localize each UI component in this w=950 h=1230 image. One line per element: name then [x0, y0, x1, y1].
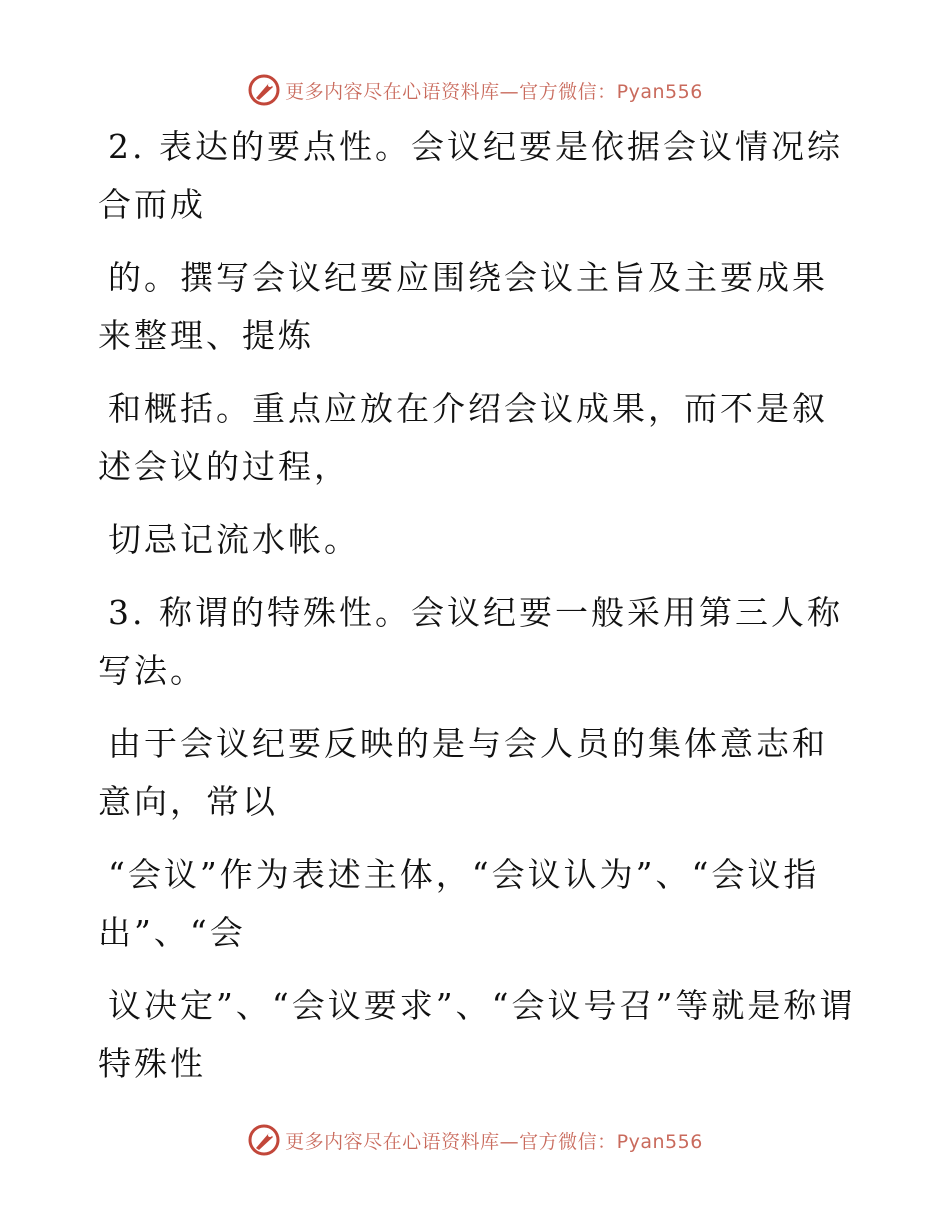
- paragraph: “会议”作为表述主体，“会议认为”、“会议指出”、“会: [98, 855, 820, 952]
- paragraph: 议决定”、“会议要求”、“会议号召”等就是称谓特殊性: [98, 986, 856, 1083]
- watermark-text: 更多内容尽在心语资料库—官方微信：Pyan556: [285, 80, 703, 103]
- document-body: [98, 118, 858, 1108]
- paragraph: 2. 表达的要点性。会议纪要是依据会议情况综合而成: [98, 127, 843, 224]
- watermark-text: 更多内容尽在心语资料库—官方微信：Pyan556: [285, 1130, 703, 1153]
- paragraph: 由于会议纪要反映的是与会人员的集体意志和意向，常以: [98, 724, 828, 821]
- header-watermark-banner: [0, 70, 950, 110]
- paragraph: 3. 称谓的特殊性。会议纪要一般采用第三人称写法。: [98, 593, 843, 690]
- pen-nib-logo-icon: [247, 73, 281, 107]
- footer-watermark-banner: [0, 1120, 950, 1160]
- paragraph: 和概括。重点应放在介绍会议成果，而不是叙述会议的过程，: [98, 389, 828, 486]
- pen-nib-logo-icon: [247, 1123, 281, 1157]
- paragraph: 的。撰写会议纪要应围绕会议主旨及主要成果来整理、提炼: [98, 258, 828, 355]
- paragraph: 切忌记流水帐。: [108, 520, 360, 559]
